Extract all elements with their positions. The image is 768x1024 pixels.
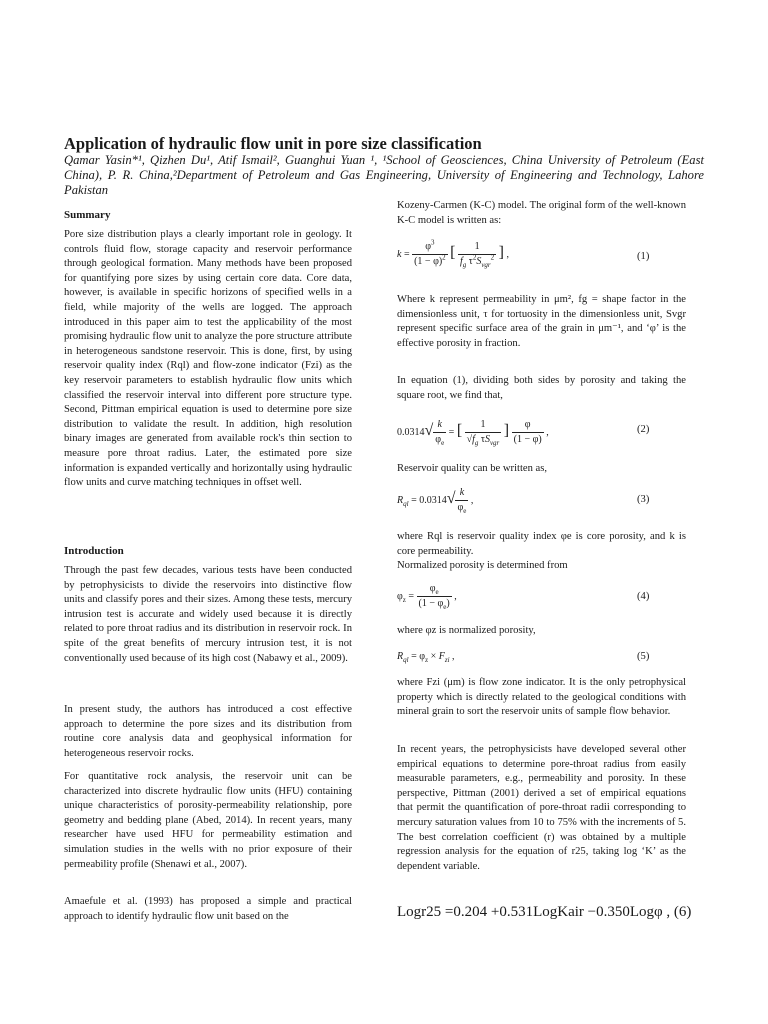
equation-2: 0.0314√ $\frac{k}{\varphi_e}$ = [ $\frac{1}{√f_g \tau S_{vgr}}$ ] $\frac{\varphi}{(1 - \varphi)}$ , xyxy=(397,419,549,447)
intro-paragraph-1: Through the past few decades, various tests have been conducted by petrophysicists to divide the reservoirs into distinctive flow units and classify pores and their sizes. Among these tests, mercury intrusion test is accurate and widely used because it is directly related to pore throat radius and its distribution in reservoir rock. In spite of the great benefits of mercury intrusion test, it is not conventionally used because of its high cost (Nabawy et al., 2009). xyxy=(64,565,352,664)
paper-title: Application of hydraulic flow unit in pore size classification xyxy=(64,134,482,153)
variables-paragraph: Where k represent permeability in μm², fg = shape factor in the dimensionless unit, τ for tortuosity in the dimensionless unit, Svgr represent specific surface area of the grain in μm⁻¹, and ‘φ’ is the effective porosity in fraction. xyxy=(397,294,686,349)
summary-paragraph: Pore size distribution plays a clearly important role in geology. It controls fluid flow, storage capacity and reservoir performance through geological formation. Many methods have been proposed for quantifying pore sizes by using certain core data. Core data, however, is available in specific horizons of specified wells in a field, while majority of the wells are logged. The approach introduced in this paper aim to test the applicability of the most promising hydraulic flow unit to analyze the pore structure attribute in heterogeneous sandstone reservoir. This is done, first, by using reservoir quality index (Rql) and flow-zone indicator (Fzi) as the key reservoir parameters to establish hydraulic flow units which classified the reservoir interval into different pore structure type. Second, Pittman empirical equation is used to determine pore size distribution to validate the result. In addition, high resolution binary images are generated from available rock's thin section to measure pore throat radius. Later, the estimated pore size information is expanded vertically and horizontally using hydraulic flow units and curve matching techniques in offset well. xyxy=(64,229,352,489)
rql-definition-paragraph: where Rql is reservoir quality index φe is core porosity, and k is core permeability. xyxy=(397,531,686,557)
equation-4-number: (4) xyxy=(637,591,650,602)
normalized-porosity-paragraph: Normalized porosity is determined from xyxy=(397,560,568,571)
equation-6: Logr25 =0.204 +0.531LogKair −0.350Logφ , (6) xyxy=(397,904,692,920)
pittman-paragraph: In recent years, the petrophysicists have developed several other empirical equations to determine pore-throat radius from easily measurable parameters, e.g., permeability and porosity. In these perspective, Pittman (2001) derived a set of empirical equations that permit the quantification of pore-throat radii corresponding to mercury saturation values from 10 to 75% with the increments of 5. The best correlation coefficient (r) was obtained by a multiple regression analysis for the equation of r25, taking log ‘K’ as the dependent variable. xyxy=(397,744,686,872)
equation-1: k = $\frac{\varphi^3}{(1 - \varphi)^2}$ [ $\frac{1}{f_g \tau^2S_{vgr}^2}$ ] , xyxy=(397,238,509,269)
intro-paragraph-2: In present study, the authors has introduced a cost effective approach to determine the pore sizes and its distribution from routine core analysis data and geophysical information for heterogeneous reservoir rocks. xyxy=(64,704,352,759)
fzi-paragraph: where Fzi (μm) is flow zone indicator. It is the only petrophysical property which is directly related to the geological conditions with mineral grain to sort the reservoir units of sample flow behavior. xyxy=(397,677,686,718)
equation-4: $\varphi_z$ = $\frac{\varphi_e}{(1 - \varphi_e)}$ , xyxy=(397,583,457,611)
equation-3: $R_{ql} = 0.0314√$ $\frac{k}{\varphi_e}$ , xyxy=(397,487,474,515)
summary-heading: Summary xyxy=(64,209,111,221)
phi-z-paragraph: where φz is normalized porosity, xyxy=(397,625,536,636)
reservoir-quality-paragraph: Reservoir quality can be written as, xyxy=(397,463,548,474)
equation-3-number: (3) xyxy=(637,494,650,505)
dividing-paragraph: In equation (1), dividing both sides by porosity and taking the square root, we find that, xyxy=(397,375,686,401)
kc-model-paragraph: Kozeny-Carmen (K-C) model. The original form of the well-known K-C model is written as: xyxy=(397,200,686,226)
equation-5-number: (5) xyxy=(637,651,650,662)
intro-paragraph-3: For quantitative rock analysis, the reservoir unit can be characterized into discrete hydraulic flow units (HFU) containing unique characteristics of porosity-permeability relationship, pore geometry and bedding plane (Abed, 2014). In recent years, many researcher have used HFU for permeability estimation and simulation studies in the wells with no prior exposure of their permeability profile (Shenawi et al., 2007). xyxy=(64,771,352,870)
paper-authors: Qamar Yasin*¹, Qizhen Du¹, Atif Ismail², Guanghui Yuan ¹, ¹School of Geosciences, China University of Petroleum (East China), P. R. China,²Department of Petroleum and Gas Engineering, University of Engineering and Technology, Lahore Pakistan xyxy=(64,153,704,197)
introduction-heading: Introduction xyxy=(64,545,124,557)
equation-2-number: (2) xyxy=(637,424,650,435)
equation-1-number: (1) xyxy=(637,251,650,262)
intro-paragraph-4: Amaefule et al. (1993) has proposed a simple and practical approach to identify hydraulic flow unit based on the xyxy=(64,896,352,922)
equation-5: $R_{ql} = \varphi_z \times F_{zi}$ , xyxy=(397,651,455,664)
